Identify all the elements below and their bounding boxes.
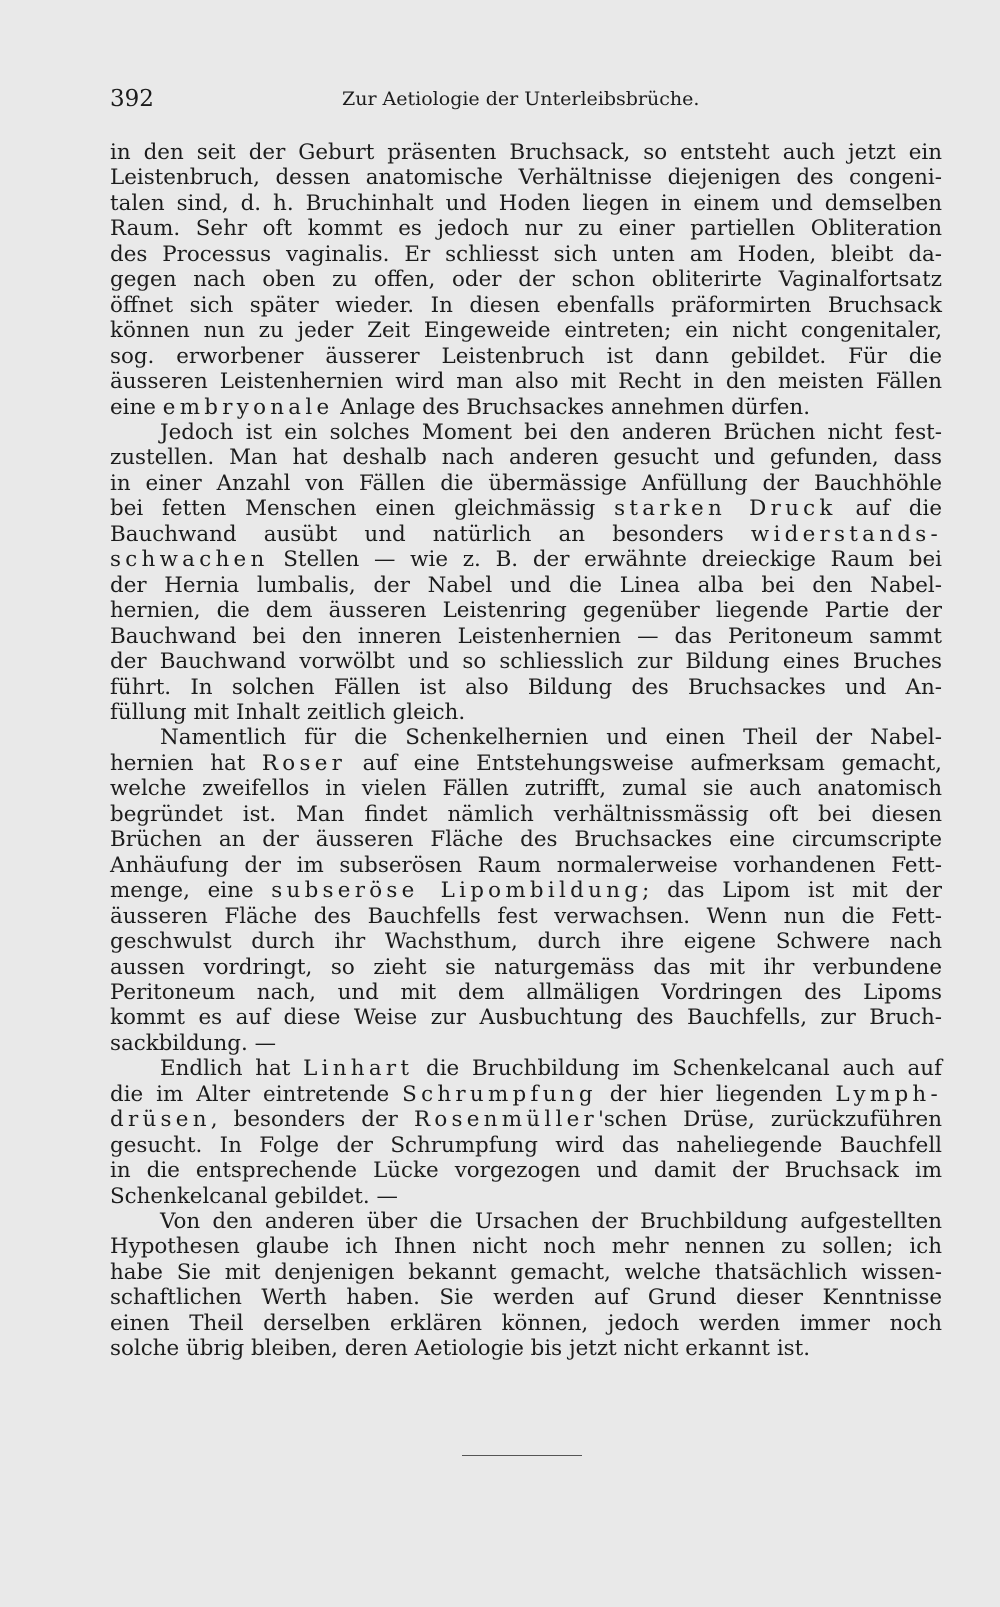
text-segment: welche zweifellos in vielen Fällen zutrifft, zumal sie auch anatomisch — [110, 776, 942, 802]
text-segment: die im Alter eintretende — [110, 1081, 403, 1107]
text-line — [110, 827, 942, 852]
text-line — [110, 395, 942, 420]
text-segment: der hier liegenden — [596, 1081, 836, 1107]
emphasized-text: embryonale — [162, 394, 334, 420]
text-line — [110, 649, 942, 674]
text-segment: füllung mit Inhalt zeitlich gleich. — [110, 699, 466, 725]
text-line — [110, 776, 942, 801]
text-segment: Brüchen an der äusseren Fläche des Bruchsackes eine circumscripte — [110, 827, 942, 853]
text-segment: der Hernia lumbalis, der Nabel und die Linea alba bei den Nabel- — [110, 572, 942, 598]
text-line — [110, 496, 942, 521]
text-line — [110, 573, 942, 598]
emphasized-text: Lymph- — [835, 1081, 942, 1107]
text-segment: bei fetten Menschen einen gleichmässig — [110, 496, 615, 522]
text-segment: gegen nach oben zu offen, oder der schon obliterirte Vaginalfortsatz — [110, 267, 942, 293]
text-line — [110, 1184, 942, 1209]
text-segment: auf die — [836, 496, 942, 522]
text-segment: in den seit der Geburt präsenten Bruchsack, so entsteht auch jetzt ein — [110, 140, 942, 165]
text-segment: Stellen — wie z. B. der erwähnte dreieckige Raum bei — [268, 547, 942, 573]
text-segment: begründet ist. Man findet nämlich verhältnissmässig oft bei diesen — [110, 801, 942, 827]
text-segment: geschwulst durch ihr Wachsthum, durch ihre eigene Schwere nach — [110, 929, 942, 955]
text-segment: Bauchwand bei den inneren Leistenhernien — das Peritoneum sammt — [110, 623, 942, 649]
text-line — [110, 955, 942, 980]
text-segment: Schenkelcanal gebildet. — — [110, 1183, 398, 1209]
emphasized-text: widerstands- — [750, 521, 942, 547]
page-header — [110, 86, 930, 116]
text-segment: kommt es auf diese Weise zur Ausbuchtung des Bauchfells, zur Bruch- — [110, 1005, 942, 1031]
text-line — [110, 267, 942, 292]
text-segment: Anlage des Bruchsackes annehmen dürfen. — [333, 394, 810, 420]
emphasized-text: Schrumpfung — [402, 1081, 597, 1107]
text-line — [110, 216, 942, 241]
text-segment: öffnet sich später wieder. In diesen ebenfalls präformirten Bruchsack — [110, 292, 942, 318]
text-line — [110, 1311, 942, 1336]
text-segment: Von den anderen über die Ursachen der Bruchbildung aufgestellten — [160, 1209, 942, 1235]
text-segment: können nun zu jeder Zeit Eingeweide eintreten; ein nicht congenitaler, — [110, 318, 942, 344]
text-line — [110, 1260, 942, 1285]
text-line — [110, 293, 942, 318]
text-segment: Bauchwand ausübt und natürlich an besonders — [110, 521, 751, 547]
text-line — [110, 165, 942, 190]
text-line — [110, 929, 942, 954]
body-text — [110, 140, 942, 1362]
text-line — [110, 700, 942, 725]
running-title: Zur Aetiologie der Unterleibsbrüche. — [342, 88, 700, 110]
text-segment: eine — [110, 394, 163, 420]
text-line — [110, 445, 942, 470]
end-rule — [462, 1455, 582, 1456]
text-segment: schaftlichen Werth haben. Sie werden auf Grund dieser Kenntnisse — [110, 1285, 942, 1311]
text-segment: Namentlich für die Schenkelhernien und einen Theil der Nabel- — [160, 725, 942, 751]
text-segment: hernien hat — [110, 750, 262, 776]
text-segment: ; das Lipom ist mit der — [642, 878, 943, 904]
text-line — [110, 522, 942, 547]
text-segment: 'schen Drüse, zurückzuführen — [598, 1107, 942, 1133]
paragraph — [110, 1209, 942, 1362]
text-line — [110, 471, 942, 496]
text-line — [110, 853, 942, 878]
text-line — [110, 802, 942, 827]
text-segment: in die entsprechende Lücke vorgezogen und damit der Bruchsack im — [110, 1158, 942, 1184]
text-segment: menge, eine — [110, 878, 272, 904]
text-line — [110, 191, 942, 216]
text-segment: zustellen. Man hat deshalb nach anderen gesucht und gefunden, dass — [110, 445, 942, 471]
text-line — [110, 1209, 942, 1234]
text-line — [110, 1056, 942, 1081]
text-line — [110, 1285, 942, 1310]
text-line — [110, 242, 942, 267]
text-segment: habe Sie mit denjenigen bekannt gemacht, welche thatsächlich wissen- — [110, 1259, 942, 1285]
paragraph — [110, 140, 942, 420]
text-segment: Jedoch ist ein solches Moment bei den anderen Brüchen nicht fest- — [160, 419, 942, 445]
emphasized-text: starken Druck — [614, 496, 837, 522]
text-segment: sog. erworbener äusserer Leistenbruch ist dann gebildet. Für die — [110, 343, 942, 369]
text-line — [110, 1234, 942, 1259]
paragraph — [110, 420, 942, 725]
text-line — [110, 140, 942, 165]
text-line — [110, 1005, 942, 1030]
text-line — [110, 547, 942, 572]
text-line — [110, 980, 942, 1005]
text-segment: die Bruchbildung im Schenkelcanal auch auf — [413, 1056, 942, 1082]
text-line — [110, 751, 942, 776]
text-segment: einen Theil derselben erklären können, jedoch werden immer noch — [110, 1310, 942, 1336]
text-segment: gesucht. In Folge der Schrumpfung wird das naheliegende Bauchfell — [110, 1132, 942, 1158]
emphasized-text: schwachen — [110, 547, 269, 573]
text-segment: äusseren Fläche des Bauchfells fest verwachsen. Wenn nun die Fett- — [110, 903, 942, 929]
text-segment: Hypothesen glaube ich Ihnen nicht noch mehr nennen zu sollen; ich — [110, 1234, 942, 1260]
text-segment: solche übrig bleiben, deren Aetiologie bis jetzt nicht erkannt ist. — [110, 1336, 811, 1362]
emphasized-text: drüsen — [110, 1107, 211, 1133]
paragraph — [110, 725, 942, 1056]
text-line — [110, 420, 942, 445]
text-line — [110, 369, 942, 394]
text-line — [110, 1107, 942, 1132]
text-segment: sackbildung. — — [110, 1030, 276, 1056]
text-segment: Endlich hat — [160, 1056, 304, 1082]
text-line — [110, 624, 942, 649]
text-segment: Leistenbruch, dessen anatomische Verhältnisse diejenigen des congeni- — [110, 165, 942, 191]
text-line — [110, 1336, 942, 1361]
text-segment: aussen vordringt, so zieht sie naturgemäss das mit ihr verbundene — [110, 954, 942, 980]
paragraph — [110, 1056, 942, 1209]
text-line — [110, 725, 942, 750]
text-segment: der Bauchwand vorwölbt und so schliesslich zur Bildung eines Bruches — [110, 649, 942, 675]
text-segment: des Processus vaginalis. Er schliesst sich unten am Hoden, bleibt da- — [110, 241, 942, 267]
text-line — [110, 344, 942, 369]
text-segment: Anhäufung der im subserösen Raum normalerweise vorhandenen Fett- — [110, 852, 942, 878]
text-segment: talen sind, d. h. Bruchinhalt und Hoden liegen in einem und demselben — [110, 190, 942, 216]
text-segment: auf eine Entstehungsweise aufmerksam gemacht, — [346, 750, 942, 776]
text-line — [110, 878, 942, 903]
emphasized-text: subseröse Lipombildung — [271, 878, 643, 904]
text-segment: führt. In solchen Fällen ist also Bildung des Bruchsackes und An- — [110, 674, 942, 700]
text-segment: in einer Anzahl von Fällen die übermässige Anfüllung der Bauchhöhle — [110, 470, 942, 496]
text-line — [110, 1031, 942, 1056]
page-number: 392 — [110, 86, 154, 112]
text-line — [110, 318, 942, 343]
text-segment: äusseren Leistenhernien wird man also mit Recht in den meisten Fällen — [110, 369, 942, 395]
emphasized-text: Roser — [261, 750, 347, 776]
text-line — [110, 1133, 942, 1158]
text-line — [110, 675, 942, 700]
text-segment: Raum. Sehr oft kommt es jedoch nur zu einer partiellen Obliteration — [110, 216, 942, 242]
text-segment: Peritoneum nach, und mit dem allmäligen Vordringen des Lipoms — [110, 979, 942, 1005]
emphasized-text: Rosenmüller — [413, 1107, 599, 1133]
emphasized-text: Linhart — [303, 1056, 414, 1082]
text-line — [110, 904, 942, 929]
text-line — [110, 1082, 942, 1107]
text-segment: , besonders der — [210, 1107, 414, 1133]
text-line — [110, 1158, 942, 1183]
text-segment: hernien, die dem äusseren Leistenring gegenüber liegende Partie der — [110, 598, 942, 624]
text-line — [110, 598, 942, 623]
